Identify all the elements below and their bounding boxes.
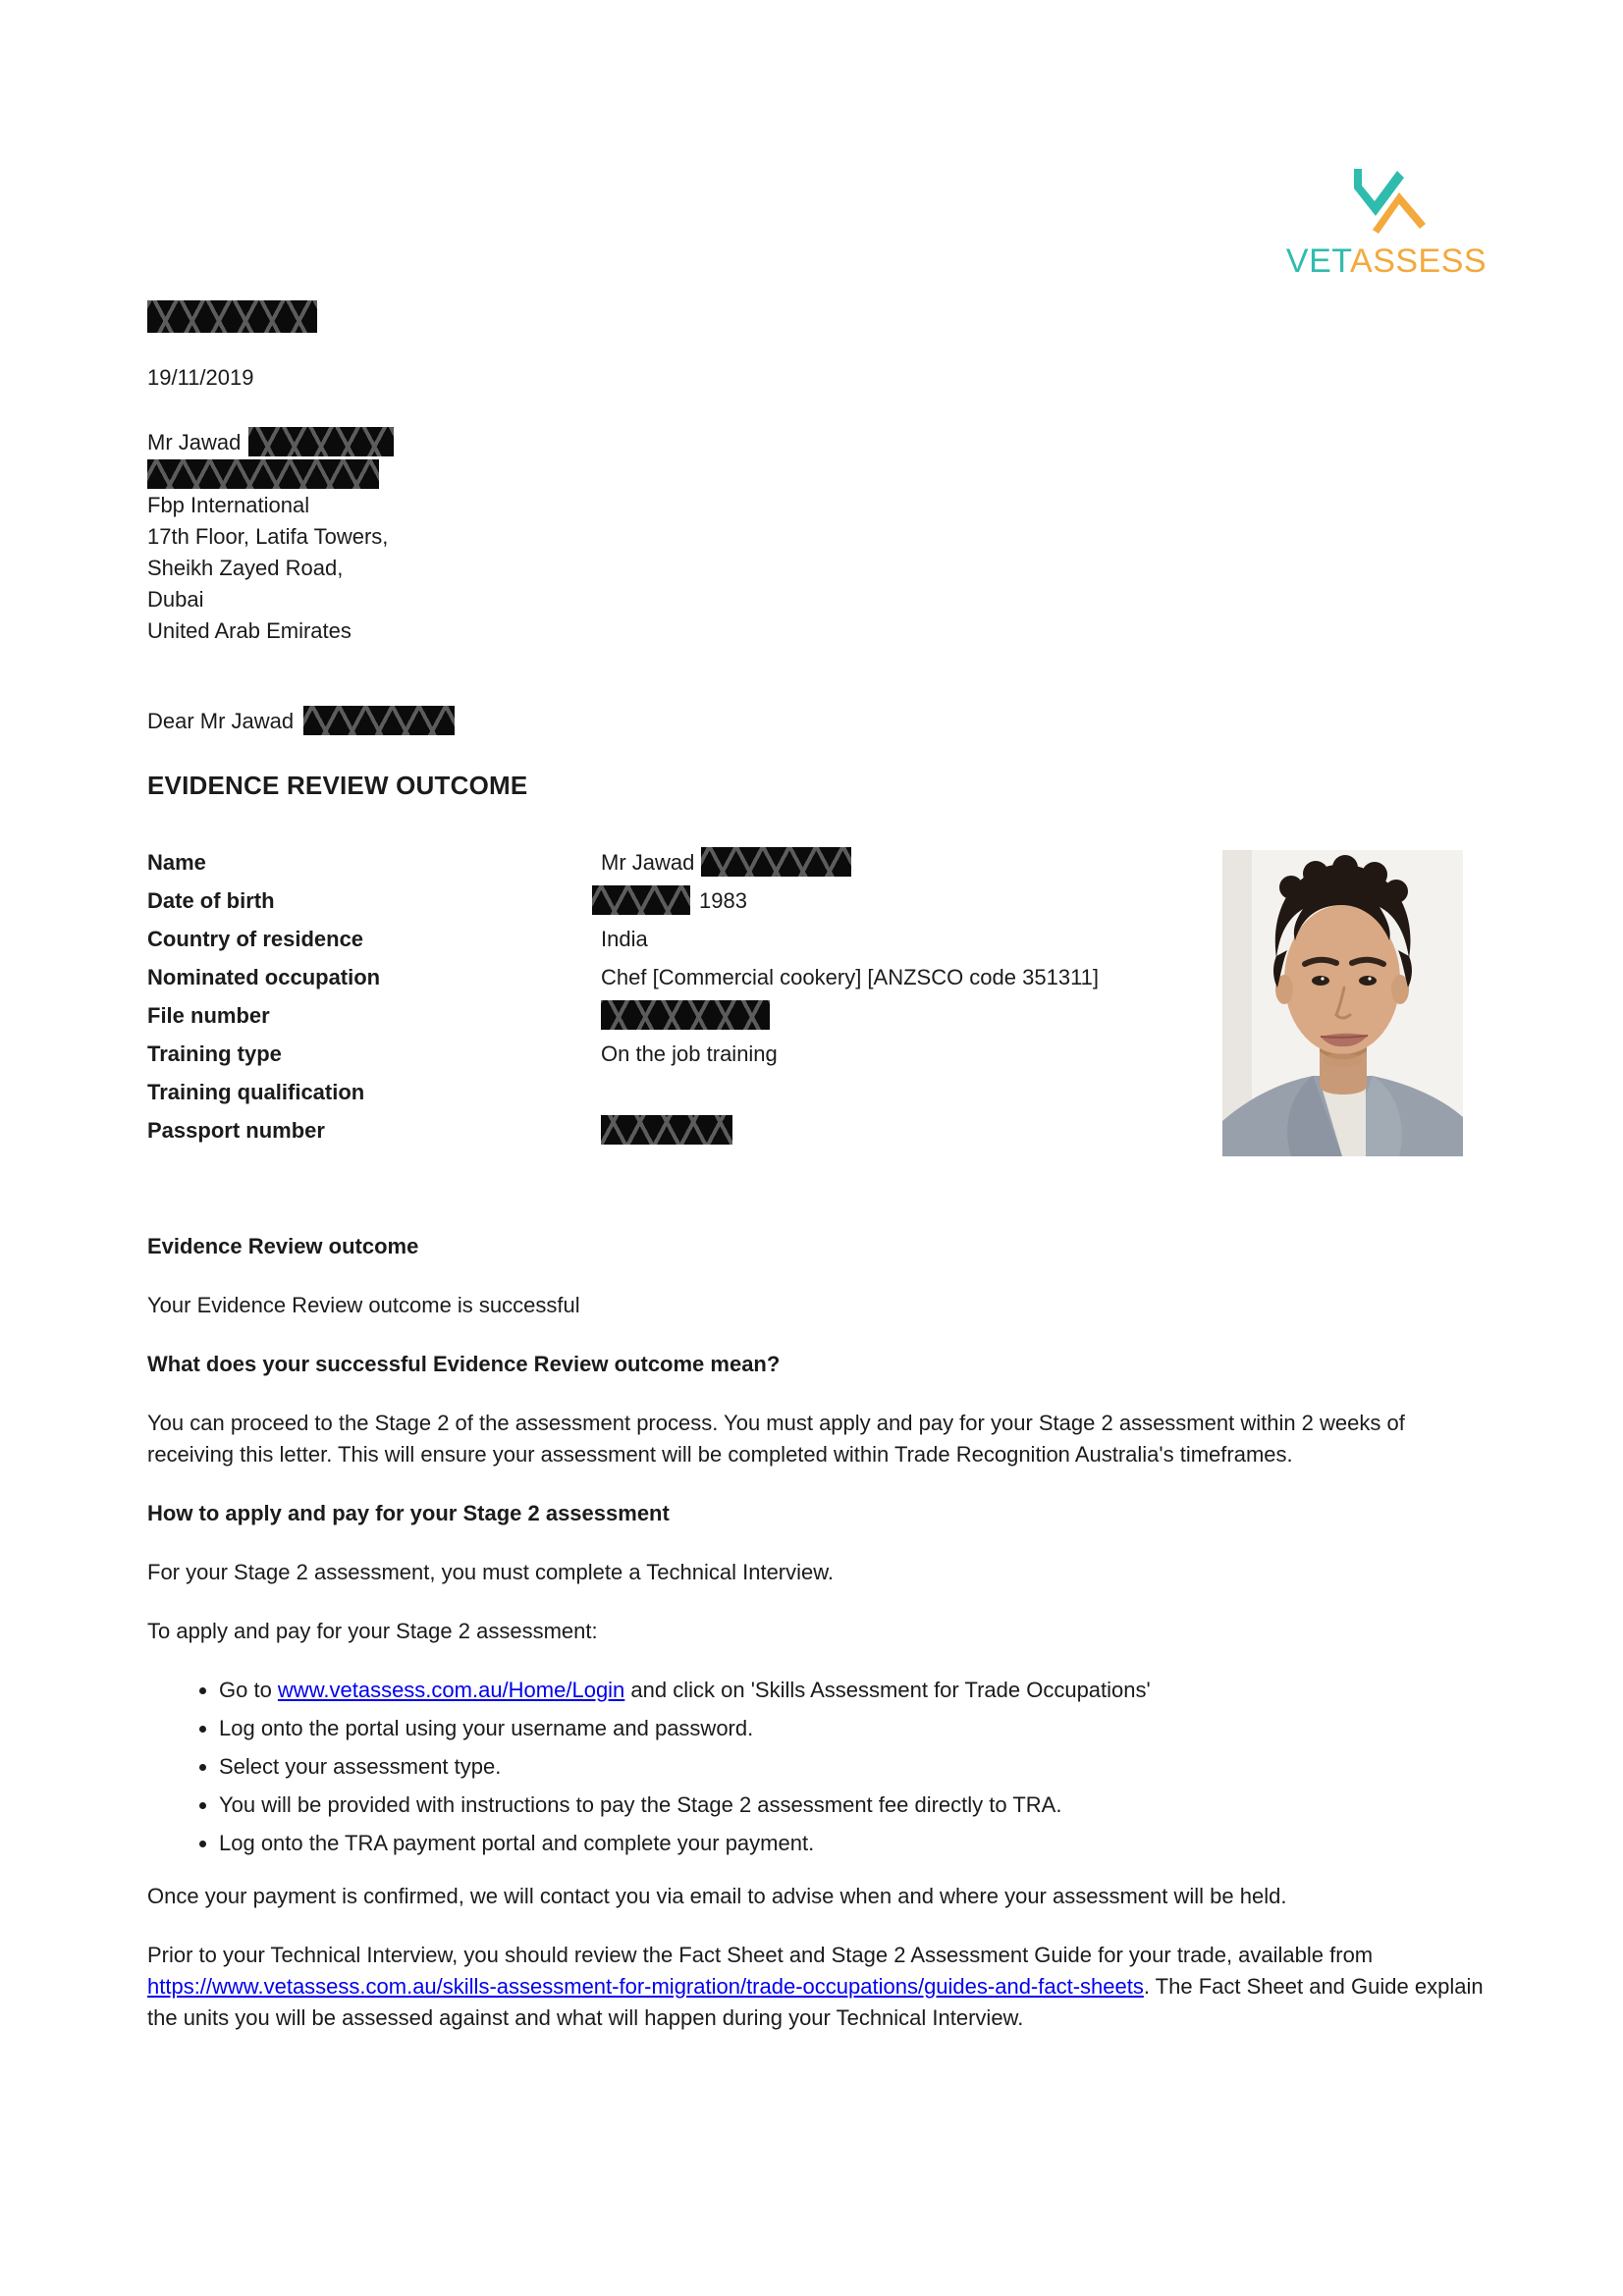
steps-intro: To apply and pay for your Stage 2 assessment: [147, 1619, 598, 1643]
recipient-company: Fbp International [147, 493, 310, 517]
letter-title: EVIDENCE REVIEW OUTCOME [147, 771, 528, 800]
recipient-city: Dubai [147, 587, 204, 612]
table-row-name [147, 847, 1208, 885]
step1-post: and click on 'Skills Assessment for Trade Occupations' [624, 1678, 1151, 1702]
name-label: Name [147, 850, 206, 875]
redacted-dob [592, 885, 690, 915]
table-row-file-number [147, 1000, 1208, 1039]
name-value [601, 847, 1208, 879]
how-intro-paragraph: For your Stage 2 assessment, you must complete a Technical Interview. [147, 1560, 835, 1584]
meaning-heading: What does your successful Evidence Review outcome mean? [147, 1352, 781, 1376]
table-row-training-qualification [147, 1077, 1208, 1115]
recipient-street: 17th Floor, Latifa Towers, [147, 524, 389, 549]
file-number-label: File number [147, 1003, 270, 1028]
prior-pre: Prior to your Technical Interview, you should review the Fact Sheet and Stage 2 Assessment Guide for your trade, available from [147, 1943, 1374, 1967]
table-row-training-type [147, 1039, 1208, 1077]
table-row-country [147, 924, 1208, 962]
table-row-occupation [147, 962, 1208, 1000]
recipient-name-line [147, 427, 1490, 458]
list-item [219, 1675, 1490, 1706]
recipient-address [147, 427, 1490, 647]
guides-link[interactable]: https://www.vetassess.com.au/skills-assessment-for-migration/trade-occupations/guides-and-fact-sheets [147, 1974, 1144, 1999]
prior-paragraph [147, 1940, 1490, 2034]
file-number-value [601, 1000, 1208, 1032]
training-qualification-label: Training qualification [147, 1080, 365, 1104]
training-type-label: Training type [147, 1041, 282, 1066]
redacted-name [701, 847, 851, 877]
redacted-salutation-surname [303, 706, 455, 735]
redacted-address-line [147, 459, 379, 489]
dob-label: Date of birth [147, 888, 275, 913]
list-item: • You will be provided with instructions to pay the Stage 2 assessment fee directly to TRA. [219, 1789, 1490, 1821]
details-table [147, 847, 1208, 1153]
login-link[interactable]: www.vetassess.com.au/Home/Login [277, 1678, 625, 1702]
list-item: • Log onto the TRA payment portal and complete your payment. [219, 1828, 1490, 1859]
redacted-reference [147, 300, 317, 333]
redacted-passport [601, 1115, 732, 1145]
salutation-prefix: Dear Mr Jawad [147, 709, 295, 733]
occupation-value: Chef [Commercial cookery] [ANZSCO code 351311] [601, 965, 1100, 989]
list-item: • Select your assessment type. [219, 1751, 1490, 1783]
redacted-surname [248, 427, 394, 456]
outcome-result-text: Your Evidence Review outcome is successful [147, 1293, 580, 1317]
dob-value [601, 885, 1208, 917]
wordmark-assess: ASSESS [1350, 241, 1488, 281]
steps-list [147, 1675, 1490, 1859]
how-to-apply-heading: How to apply and pay for your Stage 2 assessment [147, 1501, 670, 1525]
occupation-label: Nominated occupation [147, 965, 381, 989]
table-row-passport [147, 1115, 1208, 1153]
passport-value [601, 1115, 1208, 1147]
country-label: Country of residence [147, 927, 364, 951]
wordmark-vet: VET [1285, 241, 1351, 281]
recipient-country: United Arab Emirates [147, 618, 352, 643]
table-row-dob [147, 885, 1208, 924]
meaning-paragraph: You can proceed to the Stage 2 of the assessment process. You must apply and pay for your Stage 2 assessment within 2 weeks of receiving this letter. This will ensure your assessment will be completed within Trade Recognition Australia's timeframes. [147, 1411, 1405, 1467]
salutation [147, 706, 1490, 737]
training-type-value: On the job training [601, 1041, 778, 1066]
payment-confirmed-paragraph: Once your payment is confirmed, we will contact you via email to advise when and where your assessment will be held. [147, 1884, 1287, 1908]
prior-post: . The Fact Sheet and Guide explain the units you will be assessed against and what will happen during your Technical Interview. [147, 1974, 1484, 2030]
country-value: India [601, 927, 648, 951]
recipient-name-prefix: Mr Jawad [147, 430, 242, 454]
dob-year: 1983 [699, 888, 747, 913]
outcome-section-heading: Evidence Review outcome [147, 1234, 419, 1258]
redacted-file-number [601, 1000, 770, 1030]
list-item: • Log onto the portal using your username and password. [219, 1713, 1490, 1744]
step1-pre: Go to [219, 1678, 278, 1702]
passport-label: Passport number [147, 1118, 325, 1143]
letter-date: 19/11/2019 [147, 365, 254, 390]
recipient-road: Sheikh Zayed Road, [147, 556, 344, 580]
name-value-prefix: Mr Jawad [601, 850, 695, 875]
